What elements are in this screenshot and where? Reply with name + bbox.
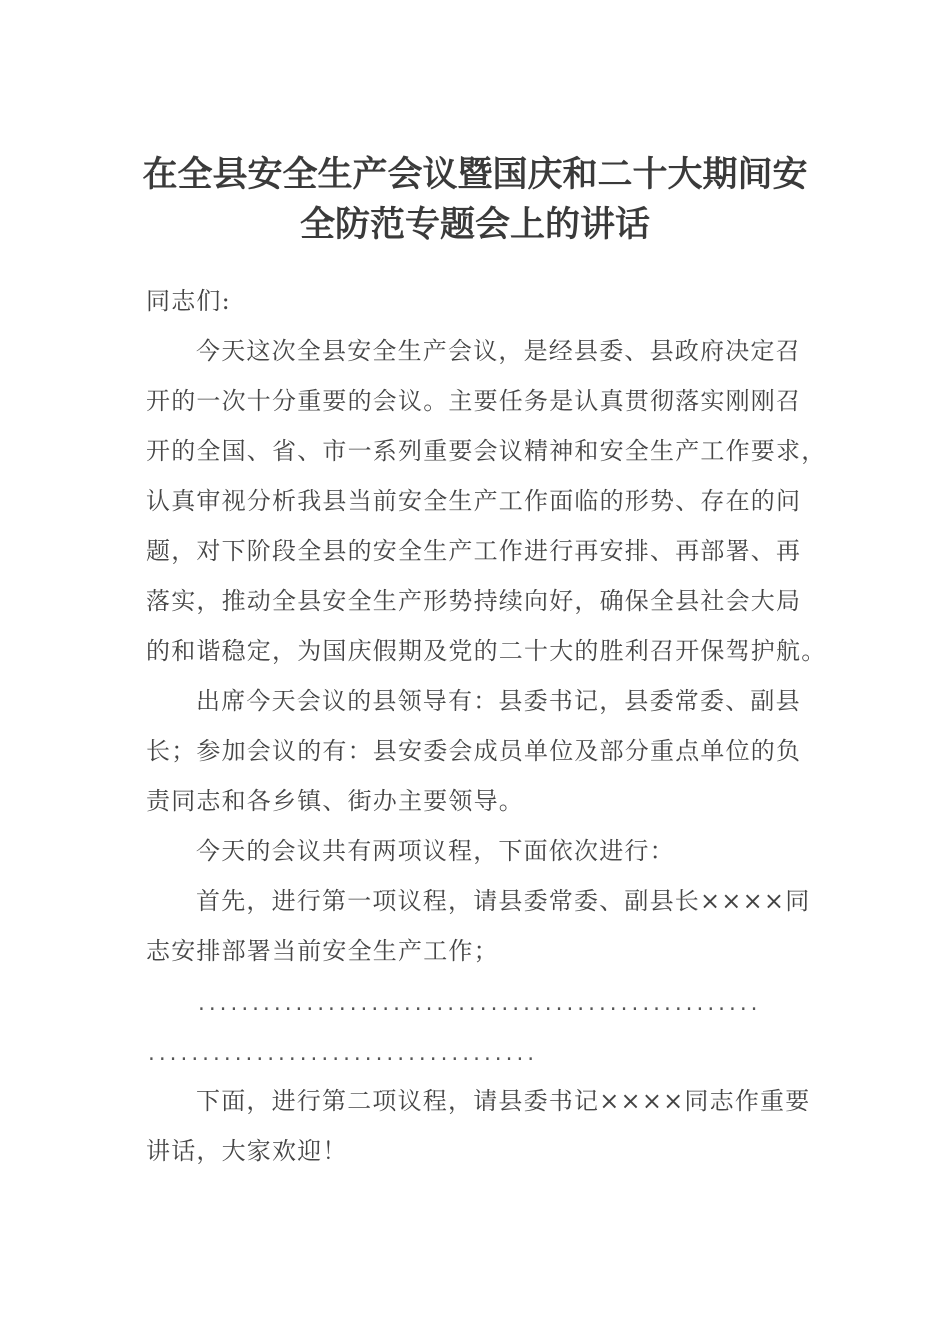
- document-title-line-2: 全防范专题会上的讲话: [299, 204, 650, 245]
- paragraph-line: 讲话，大家欢迎！: [146, 1137, 348, 1165]
- ellipsis-line: ....................................: [146, 1044, 537, 1065]
- paragraph-line: 认真审视分析我县当前安全生产工作面临的形势、存在的问: [146, 487, 802, 515]
- ellipsis-line: ....................................................: [196, 994, 760, 1015]
- document-title-line-1: 在全县安全生产会议暨国庆和二十大期间安: [142, 154, 808, 195]
- paragraph-line: 下面，进行第二项议程，请县委书记××××同志作重要: [196, 1087, 811, 1115]
- salutation: 同志们:: [146, 287, 231, 315]
- paragraph-line: 的和谐稳定，为国庆假期及党的二十大的胜利召开保驾护航。: [146, 637, 827, 665]
- paragraph-line: 开的一次十分重要的会议。主要任务是认真贯彻落实刚刚召: [146, 387, 802, 415]
- paragraph-line: 出席今天会议的县领导有：县委书记，县委常委、副县: [196, 687, 801, 715]
- paragraph-line: 开的全国、省、市一系列重要会议精神和安全生产工作要求，: [146, 437, 827, 465]
- paragraph-line: 责同志和各乡镇、街办主要领导。: [146, 787, 524, 815]
- paragraph-line: 长；参加会议的有：县安委会成员单位及部分重点单位的负: [146, 737, 802, 765]
- paragraph-line: 志安排部署当前安全生产工作；: [146, 937, 499, 965]
- paragraph-line: 落实，推动全县安全生产形势持续向好，确保全县社会大局: [146, 587, 802, 615]
- paragraph-line: 今天这次全县安全生产会议，是经县委、县政府决定召: [196, 337, 801, 365]
- paragraph-line: 题，对下阶段全县的安全生产工作进行再安排、再部署、再: [146, 537, 802, 565]
- paragraph-line: 首先，进行第一项议程，请县委常委、副县长××××同: [196, 887, 811, 915]
- paragraph-line: 今天的会议共有两项议程，下面依次进行：: [196, 837, 675, 865]
